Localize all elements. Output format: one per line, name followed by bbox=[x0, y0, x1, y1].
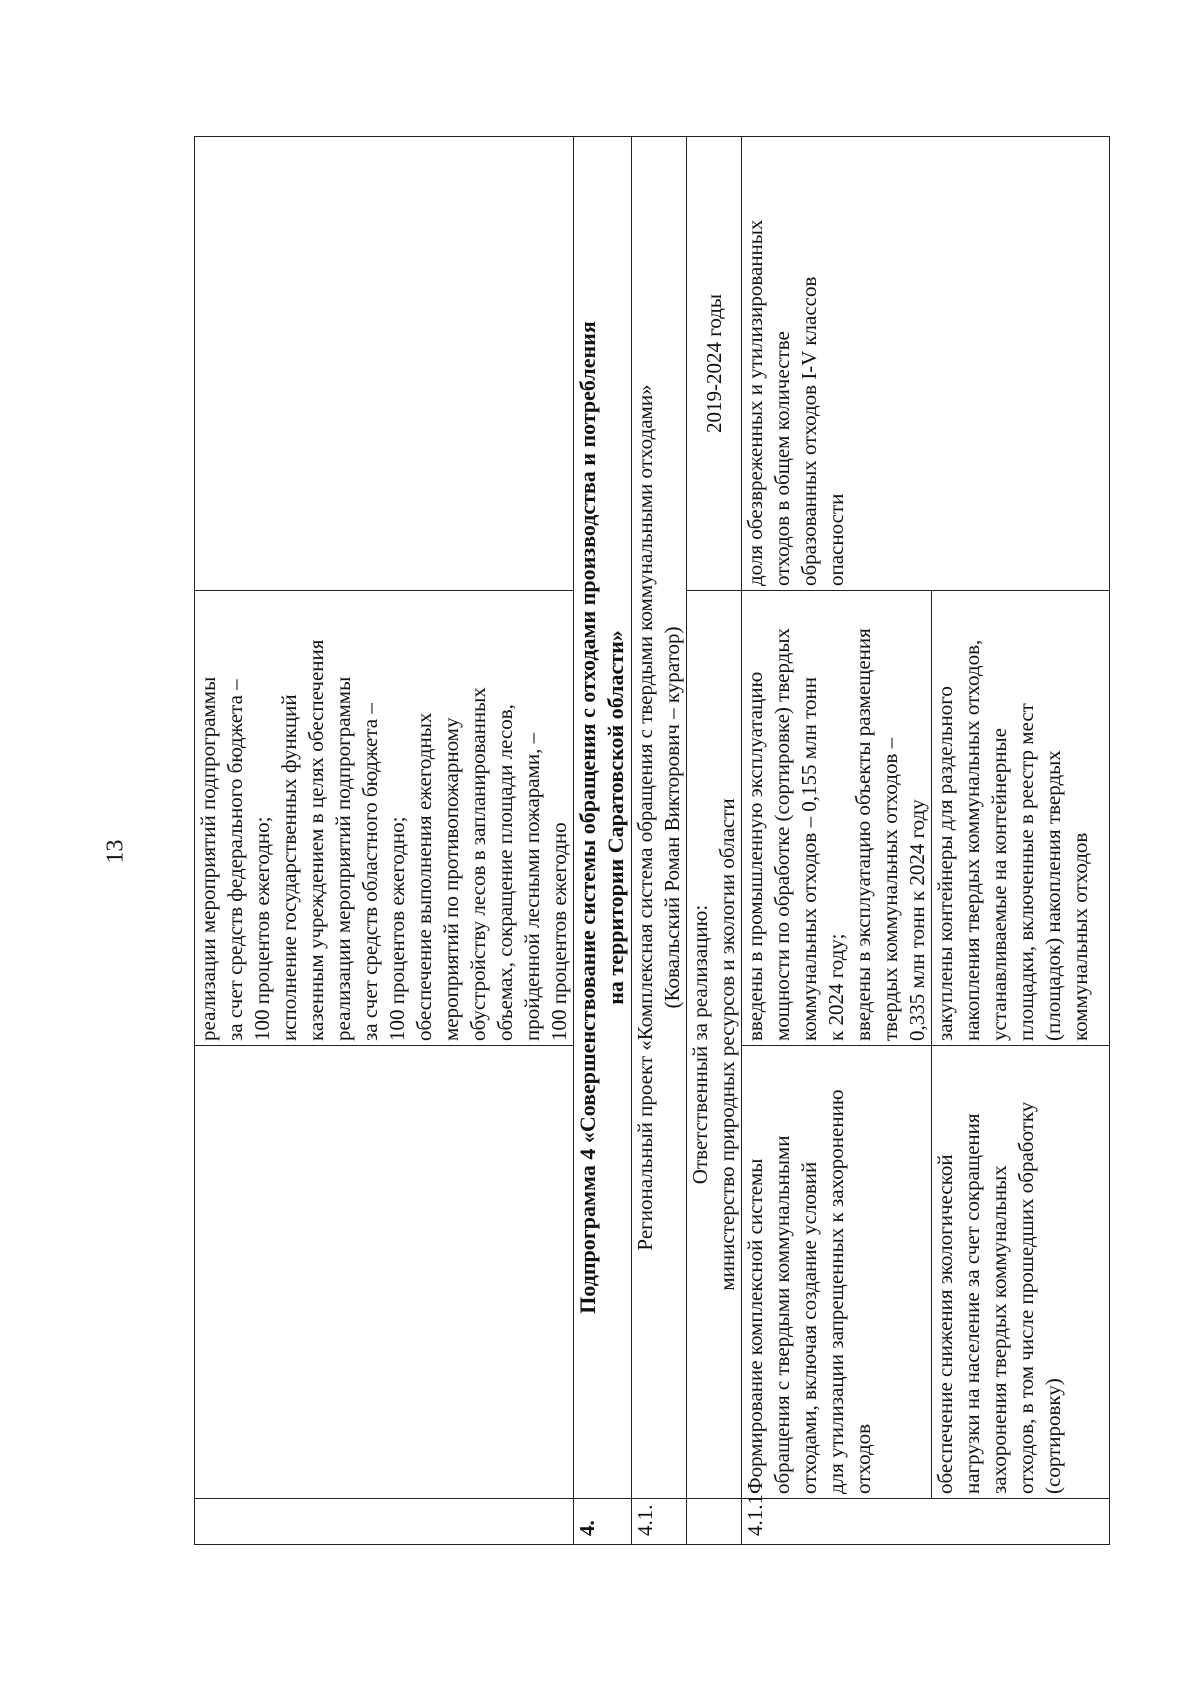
section-number: 4.1. bbox=[632, 1499, 687, 1545]
text-line: (сортировку) bbox=[1041, 1378, 1065, 1494]
program-table bbox=[194, 136, 1110, 1545]
text-line: отходов bbox=[851, 1423, 875, 1494]
subprogram-title bbox=[574, 137, 632, 1499]
text-line: казенным учреждением в целях обеспечения bbox=[304, 639, 328, 1041]
text-line: обращения с твердыми коммунальными bbox=[770, 1135, 794, 1494]
cell-empty bbox=[195, 1046, 574, 1499]
table-row-responsible bbox=[687, 137, 742, 1545]
text-line: реализации мероприятий подпрограммы bbox=[196, 676, 220, 1041]
text-line: захоронения твердых коммунальных bbox=[987, 1165, 1011, 1494]
text-line: устанавливаемые на контейнерные bbox=[987, 728, 1011, 1041]
regional-project-line: (Ковальский Роман Викторович – куратор) bbox=[660, 626, 684, 1009]
responsible-value: министерство природных ресурсов и экологии области bbox=[715, 798, 739, 1291]
cell-num-empty bbox=[687, 1499, 742, 1545]
text-line: отходами, включая создание условий bbox=[797, 1161, 821, 1494]
text-line: пройденной лесными пожарами, – bbox=[520, 732, 544, 1041]
text-line: твердых коммунальных отходов – bbox=[878, 737, 902, 1041]
text-line: за счет средств федерального бюджета – bbox=[223, 679, 247, 1041]
text-line: 100 процентов ежегодно; bbox=[250, 816, 274, 1041]
text-line: 0,335 млн тонн к 2024 году bbox=[905, 799, 929, 1041]
row-number: 4.1.1 bbox=[742, 1499, 1110, 1545]
period-value: 2019-2024 годы bbox=[701, 293, 726, 434]
regional-project-title bbox=[632, 137, 687, 1499]
text-line: обеспечение снижения экологической bbox=[933, 1154, 957, 1494]
responsible-label: Ответственный за реализацию: bbox=[688, 904, 712, 1185]
text-line: коммунальных отходов bbox=[1068, 832, 1092, 1041]
text-line: мощности по обработке (сортировке) твердых bbox=[770, 628, 794, 1041]
text-line: опасности bbox=[824, 493, 848, 586]
text-line: обустройству лесов в запланированных bbox=[466, 687, 490, 1041]
cell-continued-results bbox=[195, 591, 574, 1046]
text-line: введены в промышленную эксплуатацию bbox=[743, 671, 767, 1041]
text-line: отходов, в том числе прошедших обработку bbox=[1014, 1101, 1038, 1494]
text-line: отходов в общем количестве bbox=[770, 331, 794, 586]
cell-empty bbox=[195, 137, 574, 591]
text-line: введены в эксплуатацию объекты размещения bbox=[851, 628, 875, 1041]
responsible-cell bbox=[687, 591, 742, 1499]
page-number: 13 bbox=[102, 839, 129, 864]
text-line: коммунальных отходов – 0,155 млн тонн bbox=[797, 677, 821, 1041]
text-line: закуплены контейнеры для раздельного bbox=[933, 686, 957, 1041]
text-line: обеспечение выполнения ежегодных bbox=[412, 712, 436, 1041]
result-cell bbox=[742, 591, 932, 1046]
period-cell bbox=[687, 137, 742, 591]
table-viewport bbox=[194, 137, 1092, 1545]
text-line: за счет средств областного бюджета – bbox=[358, 703, 382, 1041]
text-line: для утилизации запрещенных к захоронению bbox=[824, 1089, 848, 1494]
indicator-cell bbox=[742, 137, 1110, 591]
section-number: 4. bbox=[574, 1499, 632, 1545]
table-row-4-1-1 bbox=[742, 137, 932, 1545]
text-line: реализации мероприятий подпрограммы bbox=[331, 676, 355, 1041]
text-line: объемах, сокращение площади лесов, bbox=[493, 704, 517, 1041]
text-line: мероприятий по противопожарному bbox=[439, 717, 463, 1041]
continued-results-text bbox=[195, 595, 573, 1041]
text-line: 100 процентов ежегодно bbox=[547, 822, 571, 1041]
text-line: исполнение государственных функций bbox=[277, 694, 301, 1041]
subprogram-title-line: Подпрограмма 4 «Совершенствование системы обращения с отходами производства и потребления bbox=[575, 321, 600, 1314]
table-row-regional-project bbox=[632, 137, 687, 1545]
cell-num-empty bbox=[195, 1499, 574, 1545]
text-line: нагрузки на население за счет сокращения bbox=[960, 1113, 984, 1494]
subprogram-title-line: на территории Саратовской области» bbox=[603, 630, 628, 1005]
task-cell bbox=[742, 1046, 932, 1499]
text-line: к 2024 году; bbox=[824, 933, 848, 1041]
regional-project-line: Региональный проект «Комплексная система обращения с твердыми коммунальными отходами» bbox=[633, 384, 657, 1251]
text-line: накопления твердых коммунальных отходов, bbox=[960, 639, 984, 1041]
text-line: 100 процентов ежегодно; bbox=[385, 816, 409, 1041]
rotated-table-frame bbox=[194, 137, 1092, 1545]
text-line: Формирование комплексной системы bbox=[743, 1158, 767, 1494]
table-row-continued bbox=[195, 137, 574, 1545]
text-line: площадки, включенные в реестр мест bbox=[1014, 703, 1038, 1041]
text-line: (площадок) накопления твердых bbox=[1041, 750, 1065, 1041]
text-line: доля обезвреженных и утилизированных bbox=[743, 219, 767, 586]
result-cell bbox=[932, 591, 1110, 1046]
task-cell bbox=[932, 1046, 1110, 1499]
table-row-subprogram-4 bbox=[574, 137, 632, 1545]
text-line: образованных отходов I-V классов bbox=[797, 276, 821, 586]
